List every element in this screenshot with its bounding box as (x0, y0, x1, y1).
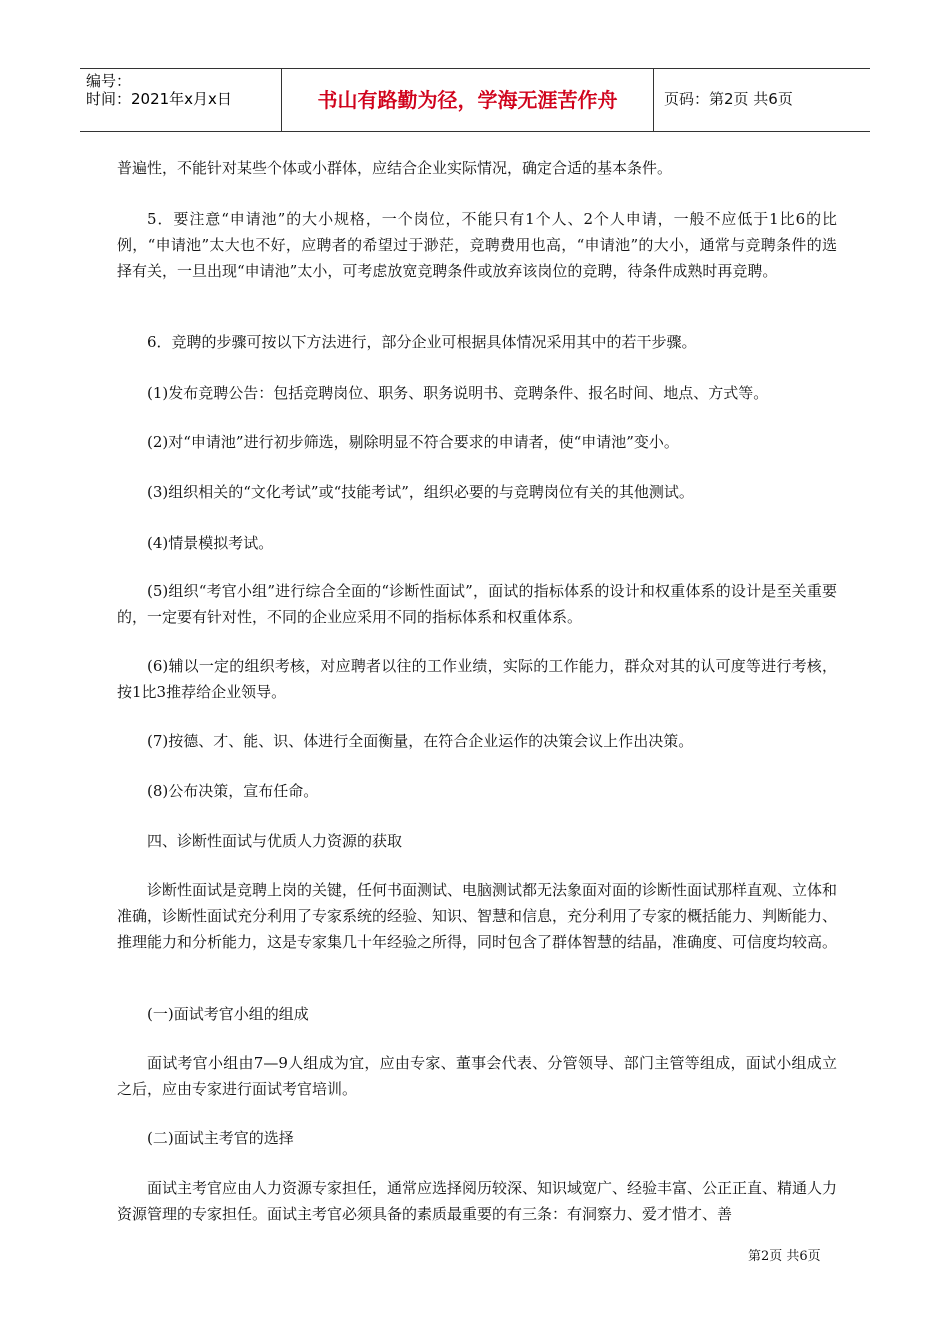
page-footer: 第2页 共6页 (748, 1249, 821, 1264)
list-item: (4)情景模拟考试。 (147, 534, 274, 552)
subsection-heading: (一)面试考官小组的组成 (147, 1005, 309, 1023)
paragraph: 普遍性，不能针对某些个体或小群体，应结合企业实际情况，确定合适的基本条件。 (117, 159, 673, 177)
list-item: (2)对“申请池”进行初步筛选，剔除明显不符合要求的申请者，使“申请池”变小。 (147, 433, 679, 451)
list-item: (3)组织相关的“文化考试”或“技能考试”，组织必要的与竞聘岗位有关的其他测试。 (147, 483, 694, 501)
header-page-cell (654, 69, 870, 131)
section-heading: 四、诊断性面试与优质人力资源的获取 (147, 832, 403, 850)
list-item: (7)按德、才、能、识、体进行全面衡量，在符合企业运作的决策会议上作出决策。 (147, 732, 694, 750)
list-item: (1)发布竞聘公告：包括竞聘岗位、职务、职务说明书、竞聘条件、报名时间、地点、方式等。 (147, 384, 769, 402)
header-info-cell (80, 69, 282, 131)
header-motto: 书山有路勤为径，学海无涯苦作舟 (317, 88, 618, 112)
list-item: (5)组织“考官小组”进行综合全面的“诊断性面试”，面试的指标体系的设计和权重体系的设计是至关重要的，一定要有针对性，不同的企业应采用不同的指标体系和权重体系。 (117, 582, 837, 626)
paragraph: 面试主考官应由人力资源专家担任，通常应选择阅历较深、知识域宽广、经验丰富、公正正直、精通人力资源管理的专家担任。面试主考官必须具备的素质最重要的有三条：有洞察力、爱才惜才、善 (117, 1179, 838, 1223)
document-number-label: 编号： (86, 72, 132, 90)
paragraph: 诊断性面试是竞聘上岗的关键，任何书面测试、电脑测试都无法象面对面的诊断性面试那样直观、立体和准确，诊断性面试充分利用了专家系统的经验、知识、智慧和信息，充分利用了专家的概括能力、判断能力、推理能力和分析能力，这是专家集几十年经验之所得，同时包含了群体智慧的结晶，准确度、可信度均较高。 (117, 881, 838, 951)
list-item: (6)辅以一定的组织考核，对应聘者以往的工作业绩，实际的工作能力，群众对其的认可度等进行考核，按1比3推荐给企业领导。 (117, 657, 837, 701)
subsection-heading: (二)面试主考官的选择 (147, 1129, 294, 1147)
document-date-label: 时间：2021年x月x日 (86, 90, 232, 108)
page-header (80, 68, 870, 132)
list-item: (8)公布决策，宣布任命。 (147, 782, 319, 800)
header-page-code: 页码：第2页 共6页 (664, 90, 793, 108)
paragraph: 6．竞聘的步骤可按以下方法进行，部分企业可根据具体情况采用其中的若干步骤。 (147, 333, 697, 351)
paragraph: 5．要注意“申请池”的大小规格，一个岗位，不能只有1个人、2个人申请，一般不应低于1比6的比例，“申请池”太大也不好，应聘者的希望过于渺茫，竞聘费用也高，“申请池”的大小，通常与竞聘条件的选择有关，一旦出现“申请池”太小，可考虑放宽竞聘条件或放弃该岗位的竞聘，待条件成熟时再竞聘。 (117, 210, 837, 280)
header-motto-cell (282, 69, 654, 131)
paragraph: 面试考官小组由7—9人组成为宜，应由专家、董事会代表、分管领导、部门主管等组成，面试小组成立之后，应由专家进行面试考官培训。 (117, 1054, 837, 1098)
